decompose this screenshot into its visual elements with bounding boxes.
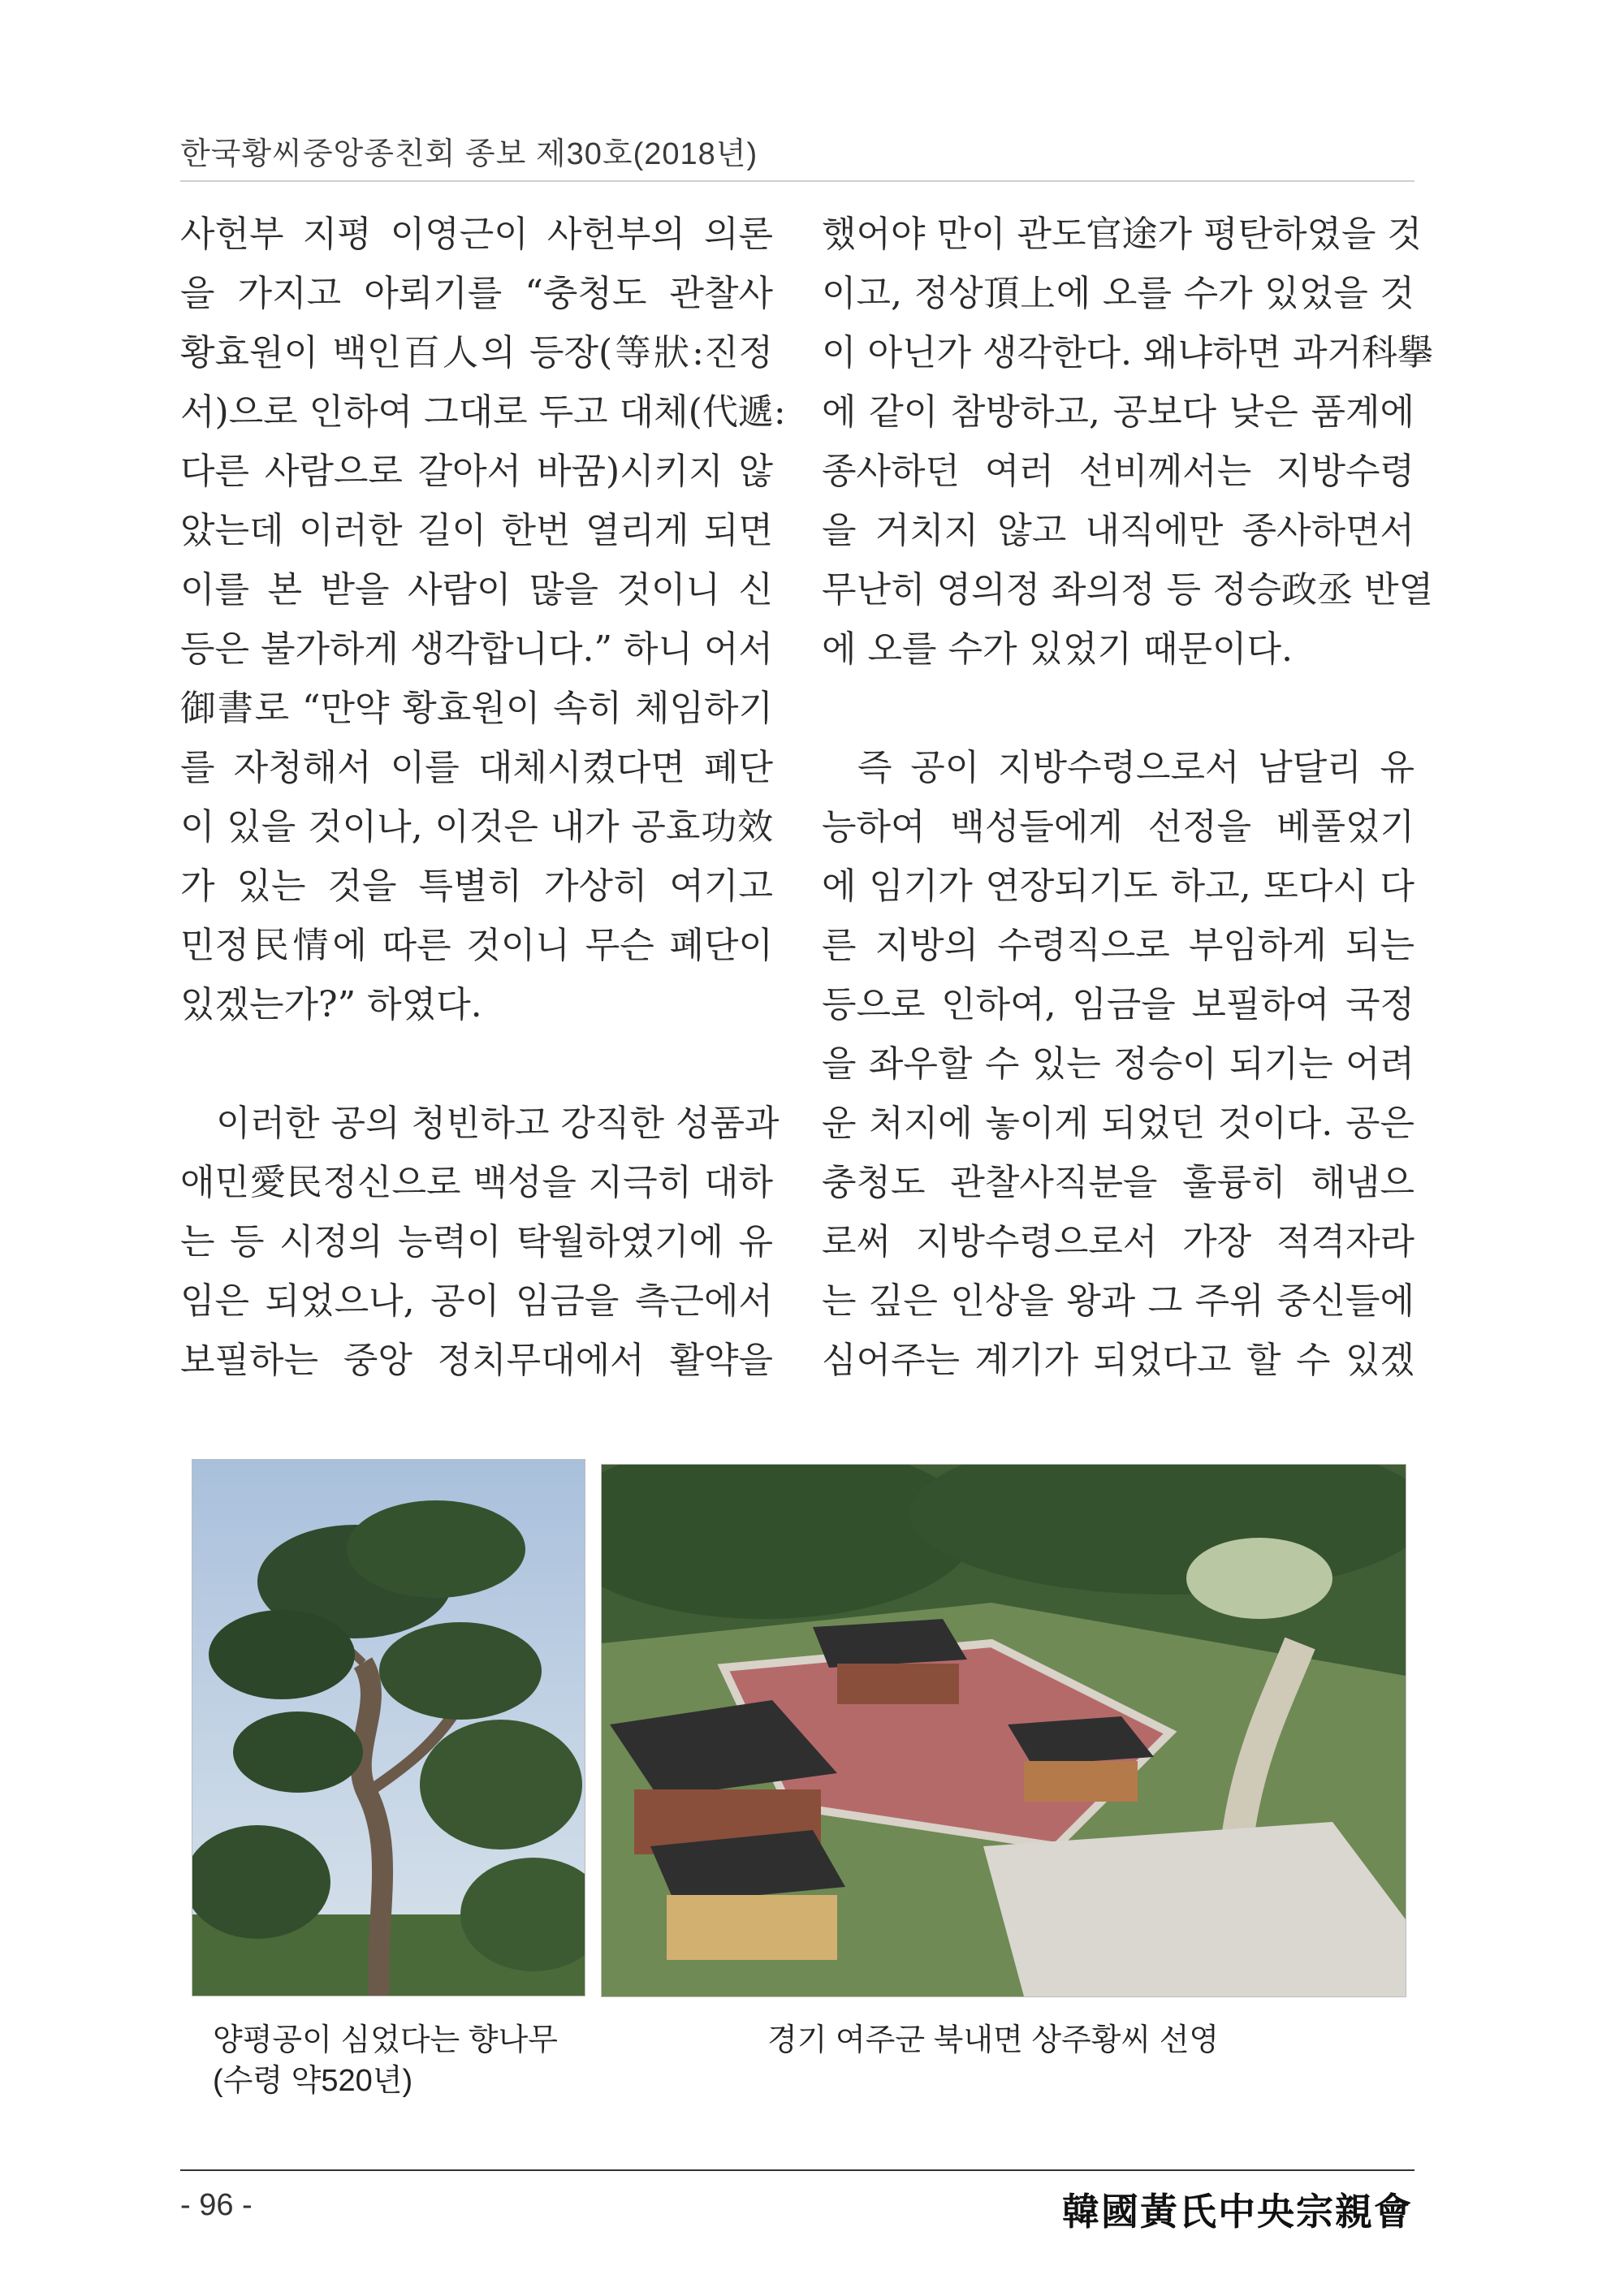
text-line: 즉 공이 지방수령으로서 남달리 유 bbox=[857, 747, 1415, 788]
text-line: 무난히 영의정 좌의정 등 정승政丞 반열 bbox=[822, 569, 1433, 611]
text-line: 사헌부 지평 이영근이 사헌부의 의론 bbox=[180, 214, 773, 255]
aerial-shrine-photo bbox=[601, 1464, 1406, 1997]
text-line: 등으로 인하여, 임금을 보필하여 국정 bbox=[822, 984, 1415, 1025]
right-paragraph-2 bbox=[822, 738, 1415, 1390]
text-line: 이러한 공의 청빈하고 강직한 성품과 bbox=[216, 1103, 780, 1144]
text-line: 를 자청해서 이를 대체시켰다면 폐단 bbox=[180, 747, 773, 788]
right-paragraph-1 bbox=[822, 205, 1433, 679]
text-line: 에 임기가 연장되기도 하고, 또다시 다 bbox=[822, 865, 1415, 907]
text-line: 는 등 시정의 능력이 탁월하였기에 유 bbox=[180, 1221, 773, 1263]
text-line: 이고, 정상頂上에 오를 수가 있었을 것 bbox=[822, 273, 1415, 314]
text-line: 다른 사람으로 갈아서 바꿈)시키지 않 bbox=[180, 451, 773, 492]
text-line: 있겠는가?” 하였다. bbox=[180, 984, 482, 1025]
left-paragraph-2 bbox=[180, 1094, 780, 1390]
text-line: 등은 불가하게 생각합니다.” 하니 어서 bbox=[180, 628, 773, 670]
right-column bbox=[822, 205, 1433, 1390]
paragraph-gap bbox=[822, 679, 1415, 738]
text-line: 로써 지방수령으로서 가장 적격자라 bbox=[822, 1221, 1415, 1263]
juniper-tree-photo bbox=[192, 1459, 585, 1996]
header-rule bbox=[180, 180, 1415, 182]
text-line: 을 거치지 않고 내직에만 종사하면서 bbox=[822, 510, 1415, 551]
text-line: 심어주는 계기가 되었다고 할 수 있겠 bbox=[822, 1340, 1415, 1381]
running-header: 한국황씨중앙종친회 종보 제30호(2018년) bbox=[180, 137, 758, 171]
text-line: 이 아닌가 생각한다. 왜냐하면 과거科擧 bbox=[822, 332, 1433, 373]
text-line: 을 좌우할 수 있는 정승이 되기는 어려 bbox=[822, 1043, 1415, 1085]
tree-illustration bbox=[192, 1460, 585, 1996]
text-line: 임은 되었으나, 공이 임금을 측근에서 bbox=[180, 1280, 773, 1322]
text-line: 에 같이 참방하고, 공보다 낮은 품계에 bbox=[822, 391, 1415, 433]
text-line: 에 오를 수가 있었기 때문이다. bbox=[822, 628, 1293, 670]
tree-photo-caption bbox=[213, 2020, 558, 2101]
text-line: 御書로 “만약 황효원이 속히 체임하기 bbox=[180, 688, 773, 729]
text-line: 서)으로 인하여 그대로 두고 대체(代遞: bbox=[180, 391, 786, 433]
text-line: 가 있는 것을 특별히 가상히 여기고 bbox=[180, 865, 773, 907]
text-line: 는 깊은 인상을 왕과 그 주위 중신들에 bbox=[822, 1280, 1415, 1322]
organization-logo: 韓國黃氏中央宗親會 bbox=[1062, 2190, 1413, 2234]
caption-line: 양평공이 심었다는 향나무 bbox=[213, 2023, 558, 2057]
footer-rule bbox=[180, 2169, 1415, 2171]
text-line: 았는데 이러한 길이 한번 열리게 되면 bbox=[180, 510, 773, 551]
text-line: 애민愛民정신으로 백성을 지극히 대하 bbox=[180, 1162, 773, 1203]
paragraph-gap bbox=[180, 1034, 773, 1094]
text-line: 민정民情에 따른 것이니 무슨 폐단이 bbox=[180, 925, 773, 966]
aerial-photo-caption: 경기 여주군 북내면 상주황씨 선영 bbox=[767, 2023, 1220, 2057]
text-line: 운 처지에 놓이게 되었던 것이다. 공은 bbox=[822, 1103, 1415, 1144]
text-line: 이 있을 것이나, 이것은 내가 공효功效 bbox=[180, 806, 773, 848]
caption-line: (수령 약520년) bbox=[213, 2064, 413, 2098]
text-line: 황효원이 백인百人의 등장(等狀:진정 bbox=[180, 332, 773, 373]
text-line: 보필하는 중앙 정치무대에서 활약을 bbox=[180, 1340, 773, 1381]
text-line: 을 가지고 아뢰기를 “충청도 관찰사 bbox=[180, 273, 773, 314]
text-line: 이를 본 받을 사람이 많을 것이니 신 bbox=[180, 569, 773, 611]
text-line: 른 지방의 수령직으로 부임하게 되는 bbox=[822, 925, 1415, 966]
left-paragraph-1 bbox=[180, 205, 786, 1034]
text-line: 종사하던 여러 선비께서는 지방수령 bbox=[822, 451, 1415, 492]
page-number: - 96 - bbox=[180, 2188, 253, 2222]
text-line: 능하여 백성들에게 선정을 베풀었기 bbox=[822, 806, 1415, 848]
left-column bbox=[180, 205, 786, 1390]
text-line: 충청도 관찰사직분을 훌륭히 해냄으 bbox=[822, 1162, 1415, 1203]
text-line: 했어야 만이 관도官途가 평탄하였을 것 bbox=[822, 214, 1422, 255]
aerial-illustration bbox=[602, 1465, 1406, 1996]
